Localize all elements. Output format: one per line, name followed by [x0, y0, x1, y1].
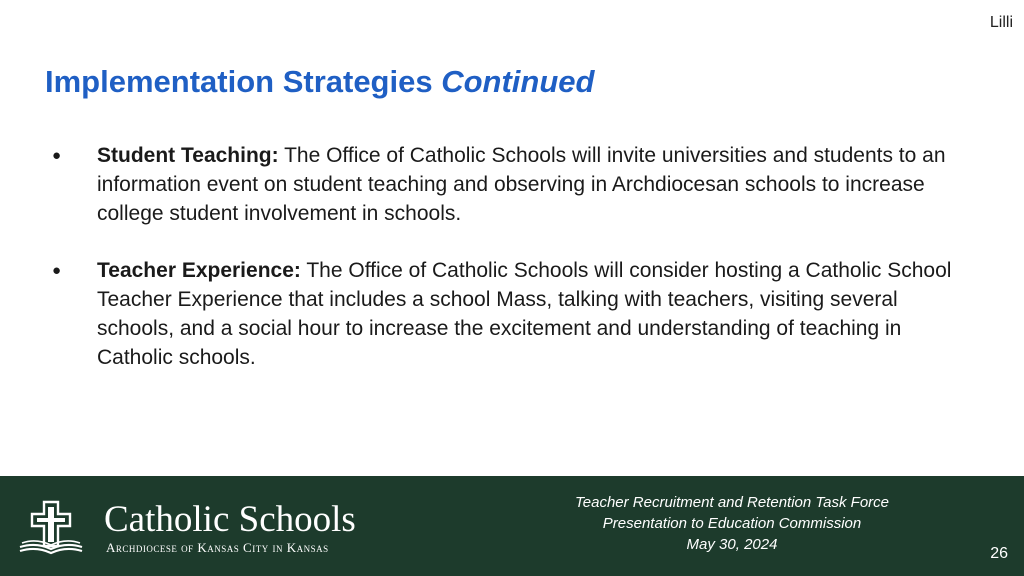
footer-bar: [0, 476, 1024, 576]
slide-title: [45, 64, 594, 100]
bullet-text: The Office of Catholic Schools will consider hosting a Catholic School Teacher Experience that includes a school Mass, talking with teachers, visiting several schools, and a social hour to increase the excitement and understanding of teaching in Catholic schools.: [97, 259, 952, 369]
info-line-task-force: Teacher Recruitment and Retention Task Force: [574, 494, 890, 511]
bullet-icon: ●: [52, 147, 62, 164]
title-main: Implementation Strategies: [45, 64, 433, 99]
bullet-term: Student Teaching:: [97, 144, 279, 167]
catholic-schools-logo: [18, 498, 398, 558]
bullet-list: [52, 141, 972, 400]
title-emphasis: Continued: [441, 64, 595, 99]
cross-book-icon: [18, 500, 84, 556]
page-number: 26: [990, 545, 1008, 562]
info-line-presentation: Presentation to Education Commission: [602, 515, 862, 532]
bullet-term: Teacher Experience:: [97, 259, 301, 282]
bullet-item-student-teaching: [52, 141, 972, 228]
info-line-date: May 30, 2024: [686, 536, 778, 553]
author-label: Lilli: [989, 14, 1013, 31]
presentation-info: [540, 492, 924, 555]
bullet-item-teacher-experience: [52, 256, 972, 372]
bullet-text: The Office of Catholic Schools will invite universities and students to an information event on student teaching and observing in Archdiocesan schools to increase college student involvement in schools.: [97, 144, 946, 225]
bullet-icon: ●: [52, 262, 62, 279]
brand-subtitle: Archdiocese of Kansas City in Kansas: [106, 540, 329, 555]
brand-name: Catholic Schools: [104, 499, 356, 540]
